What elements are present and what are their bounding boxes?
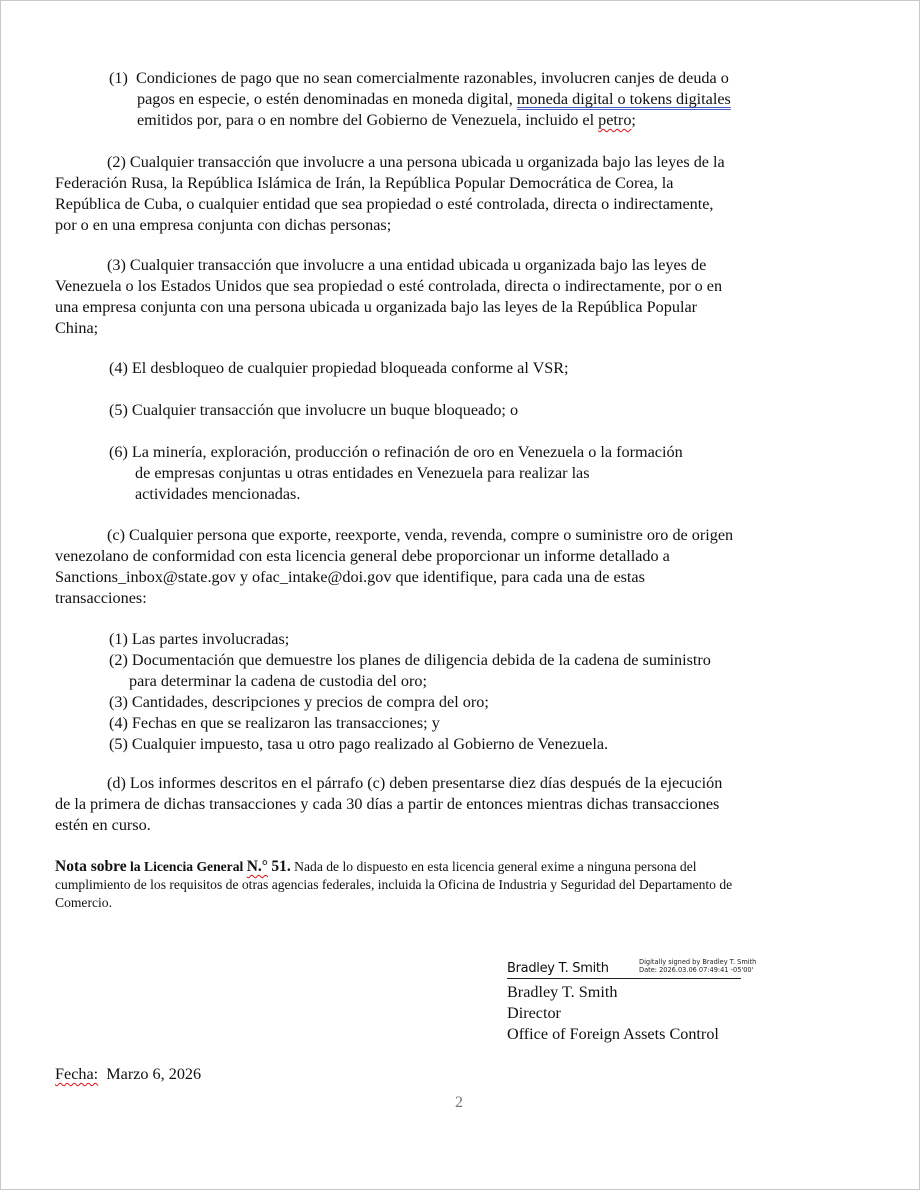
list-item-text: República de Cuba, o cualquier entidad que sea propiedad o esté controlada, directa o indirectamente,: [55, 195, 714, 213]
digital-signature-meta: Digitally signed by Bradley T. Smith Date: 2026.03.06 07:49:41 -05'00': [639, 958, 757, 974]
paragraph-text: (d) Los informes descritos en el párrafo (c) deben presentarse diez días después de la ejecución: [107, 774, 723, 792]
list-item-text: una empresa conjunta con una persona ubicada u organizada bajo las leyes de la República Popular: [55, 298, 698, 316]
list-item-text: China;: [55, 319, 99, 337]
list-item: (4) Fechas en que se realizaron las transacciones; y: [109, 714, 440, 732]
list-item-number: (1): [109, 69, 128, 87]
list-item-text: por o en una empresa conjunta con dichas personas;: [55, 216, 392, 234]
spelling-flagged-text: N.°: [246, 858, 268, 875]
list-item-text: El desbloqueo de cualquier propiedad bloqueada conforme al VSR;: [131, 359, 569, 377]
date-value: Marzo 6, 2026: [106, 1065, 202, 1083]
list-item: (5) Cualquier impuesto, tasa u otro pago realizado al Gobierno de Venezuela.: [109, 735, 609, 753]
list-item-b1: (1) Condiciones de pago que no sean comercialmente razonables, involucren canjes de deuda o pagos en especie, o estén denominadas en moneda digital, moneda digital o tokens digitales emitidos por, para o en nombre del Gobierno de Venezuela, incluido el petro;: [109, 69, 731, 129]
note-block: [55, 858, 732, 912]
list-item-text: Condiciones de pago que no sean comercialmente razonables, involucren canjes de deuda o: [135, 69, 729, 87]
list-item-text: actividades mencionadas.: [135, 485, 301, 503]
note-text: Comercio.: [55, 895, 113, 910]
list-item-text: pagos en especie, o estén denominadas en moneda digital,: [137, 90, 513, 108]
signatory-block: [507, 982, 719, 1045]
signature-line: [507, 978, 741, 979]
list-item-number: (5): [109, 401, 128, 419]
page-number: 2: [455, 1094, 463, 1111]
date-line: [55, 1064, 201, 1085]
list-item-b3: [55, 255, 722, 339]
list-c: [109, 629, 711, 755]
list-item-number: (4): [109, 359, 128, 377]
list-item-b2: [55, 152, 725, 236]
list-item-text: Federación Rusa, la República Islámica de Irán, la República Popular Democrática de Corea, la: [55, 174, 674, 192]
list-item-b4: [109, 358, 569, 379]
note-text: Nada de lo dispuesto en esta licencia general exime a ninguna persona del: [294, 859, 697, 874]
signatory-name: Bradley T. Smith: [507, 983, 618, 1001]
list-item: (2) Documentación que demuestre los planes de diligencia debida de la cadena de suministro: [109, 651, 711, 669]
spelling-flagged-text: petro: [598, 111, 632, 129]
list-item-text: emitidos por, para o en nombre del Gobierno de Venezuela, incluido el: [137, 111, 595, 129]
list-item-text: Venezuela o los Estados Unidos que sea propiedad o esté controlada, directa o indirectamente, por o en: [55, 277, 723, 295]
paragraph-text: estén en curso.: [55, 816, 151, 834]
list-item: (1) Las partes involucradas;: [109, 630, 290, 648]
signatory-title: Director: [507, 1004, 561, 1022]
list-item: para determinar la cadena de custodia del oro;: [129, 672, 427, 690]
signature-script: Bradley T. Smith: [507, 961, 609, 976]
paragraph-text: de la primera de dichas transacciones y cada 30 días a partir de entonces mientras dichas transacciones: [55, 795, 720, 813]
paragraph-d: [55, 773, 722, 836]
list-item-number: (2): [107, 153, 126, 171]
signatory-office: Office of Foreign Assets Control: [507, 1025, 719, 1043]
list-item-b6: [109, 442, 683, 505]
note-heading: 51.: [271, 858, 291, 875]
note-heading: Nota sobre: [55, 858, 127, 875]
date-label: Fecha:: [55, 1065, 99, 1083]
list-item-text: de empresas conjuntas u otras entidades en Venezuela para realizar las: [135, 464, 590, 482]
note-heading: la Licencia General: [130, 859, 244, 874]
note-text: cumplimiento de los requisitos de otras agencias federales, incluida la Oficina de Industria y Seguridad del Departamento de: [55, 877, 733, 892]
grammar-flagged-text: moneda digital o tokens digitales: [516, 90, 731, 108]
list-item-number: (3): [107, 256, 126, 274]
paragraph-text: transacciones:: [55, 589, 147, 607]
paragraph-text: (c) Cualquier persona que exporte, reexporte, venda, revenda, compre o suministre oro de origen: [107, 526, 734, 544]
list-item-number: (6): [109, 443, 128, 461]
list-item: (3) Cantidades, descripciones y precios de compra del oro;: [109, 693, 489, 711]
list-item-text: Cualquier transacción que involucre a una entidad ubicada u organizada bajo las leyes de: [129, 256, 707, 274]
list-item-text: La minería, exploración, producción o refinación de oro en Venezuela o la formación: [131, 443, 683, 461]
list-item-text: Cualquier transacción que involucre a una persona ubicada u organizada bajo las leyes de la: [129, 153, 725, 171]
paragraph-text: Sanctions_inbox@state.gov y ofac_intake@doi.gov que identifique, para cada una de estas: [55, 568, 645, 586]
list-item-b5: [109, 400, 518, 421]
paragraph-text: venezolano de conformidad con esta licencia general debe proporcionar un informe detallado a: [55, 547, 670, 565]
paragraph-c: [55, 525, 733, 609]
list-item-text: Cualquier transacción que involucre un buque bloqueado; o: [131, 401, 519, 419]
